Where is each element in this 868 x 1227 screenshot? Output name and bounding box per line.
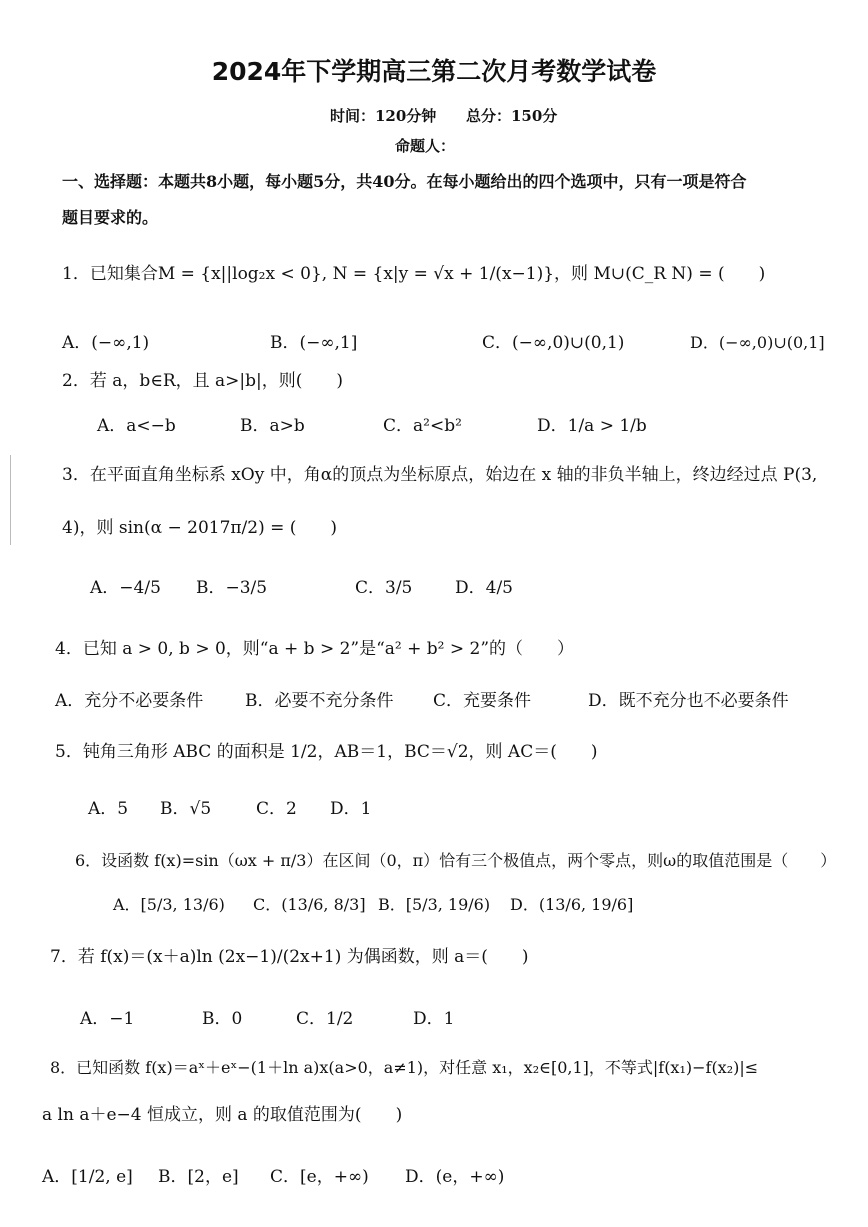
question-3-option-a: A．−4/5 [90,578,161,598]
question-8-option-c: C．[e，+∞) [270,1167,369,1187]
question-2-option-d: D．1/a > 1/b [537,416,647,436]
question-3-option-b: B．−3/5 [196,578,268,598]
question-5-option-d: D．1 [330,799,372,819]
question-6-option-b: B．[5/3, 19/6) [378,895,491,914]
question-5-stem: 5．钝角三角形 ABC 的面积是 1/2，AB＝1，BC＝√2，则 AC＝( ) [55,742,598,762]
exam-title: 2024年下学期高三第二次月考数学试卷 [211,57,657,86]
question-4-option-c: C．充要条件 [433,691,532,711]
question-1-option-c: C．(−∞,0)∪(0,1) [482,333,625,353]
question-7-option-a: A．−1 [80,1009,135,1029]
question-7-stem: 7．若 f(x)＝(x＋a)ln (2x−1)/(2x+1) 为偶函数，则 a＝( ) [50,947,529,967]
question-6-stem: 6．设函数 f(x)=sin（ωx + π/3）在区间（0，π）恰有三个极值点，两个零点，则ω的取值范围是（ ） [75,851,837,870]
question-1-stem: 1．已知集合M = {x||log₂x < 0}, N = {x|y = √x + 1/(x−1)}，则 M∪(C_R N) = ( ) [62,264,766,284]
question-5-option-b: B．√5 [160,799,212,819]
question-6-option-c: C．(13/6, 8/3] [253,895,366,914]
question-1-option-b: B．(−∞,1] [270,333,358,353]
question-3-stem: 3．在平面直角坐标系 xOy 中，角α的顶点为坐标原点，始边在 x 轴的非负半轴上，终边经过点 P(3, [62,465,818,485]
question-4-option-d: D．既不充分也不必要条件 [588,691,789,711]
question-2-option-a: A．a<−b [97,416,176,436]
question-3-option-d: D．4/5 [455,578,513,598]
question-4-option-b: B．必要不充分条件 [245,691,394,711]
question-3-option-c: C．3/5 [355,578,413,598]
question-4-option-a: A．充分不必要条件 [55,691,204,711]
question-2-option-c: C．a²<b² [383,416,462,436]
section-heading: 一、选择题：本题共8小题，每小题5分，共40分。在每小题给出的四个选项中，只有一项是符合 [62,172,747,191]
question-7-option-b: B．0 [202,1009,243,1029]
question-3-stem-cont: 4)，则 sin(α − 2017π/2) = ( ) [62,518,338,538]
question-7-option-c: C．1/2 [296,1009,354,1029]
scan-margin-line [10,455,11,545]
question-8-option-b: B．[2，e] [158,1167,239,1187]
exam-author: 命题人： [395,137,456,155]
section-heading-cont: 题目要求的。 [62,208,159,227]
question-8-stem: 8．已知函数 f(x)＝aˣ＋eˣ−(1＋ln a)x(a>0，a≠1)，对任意 x₁，x₂∈[0,1]，不等式|f(x₁)−f(x₂)|≤ [50,1058,759,1077]
question-6-option-a: A．[5/3, 13/6) [113,895,225,914]
question-2-stem: 2．若 a，b∈R，且 a>|b|，则( ) [62,371,344,391]
question-2-option-b: B．a>b [240,416,305,436]
exam-score: 总分：150分 [466,107,558,125]
question-5-option-c: C．2 [256,799,297,819]
exam-time: 时间：120分钟 [330,107,437,125]
question-6-option-d: D．(13/6, 19/6] [510,895,634,914]
question-5-option-a: A．5 [88,799,129,819]
question-1-option-a: A．(−∞,1) [62,333,150,353]
question-4-stem: 4．已知 a > 0, b > 0，则“a + b > 2”是“a² + b² > 2”的（ ） [55,639,575,659]
question-1-option-d: D．(−∞,0)∪(0,1] [690,333,825,352]
question-8-option-a: A．[1/2, e] [42,1167,133,1187]
question-7-option-d: D．1 [413,1009,455,1029]
question-8-stem-cont: a ln a＋e−4 恒成立，则 a 的取值范围为( ) [42,1105,403,1125]
question-8-option-d: D．(e，+∞) [405,1167,505,1187]
